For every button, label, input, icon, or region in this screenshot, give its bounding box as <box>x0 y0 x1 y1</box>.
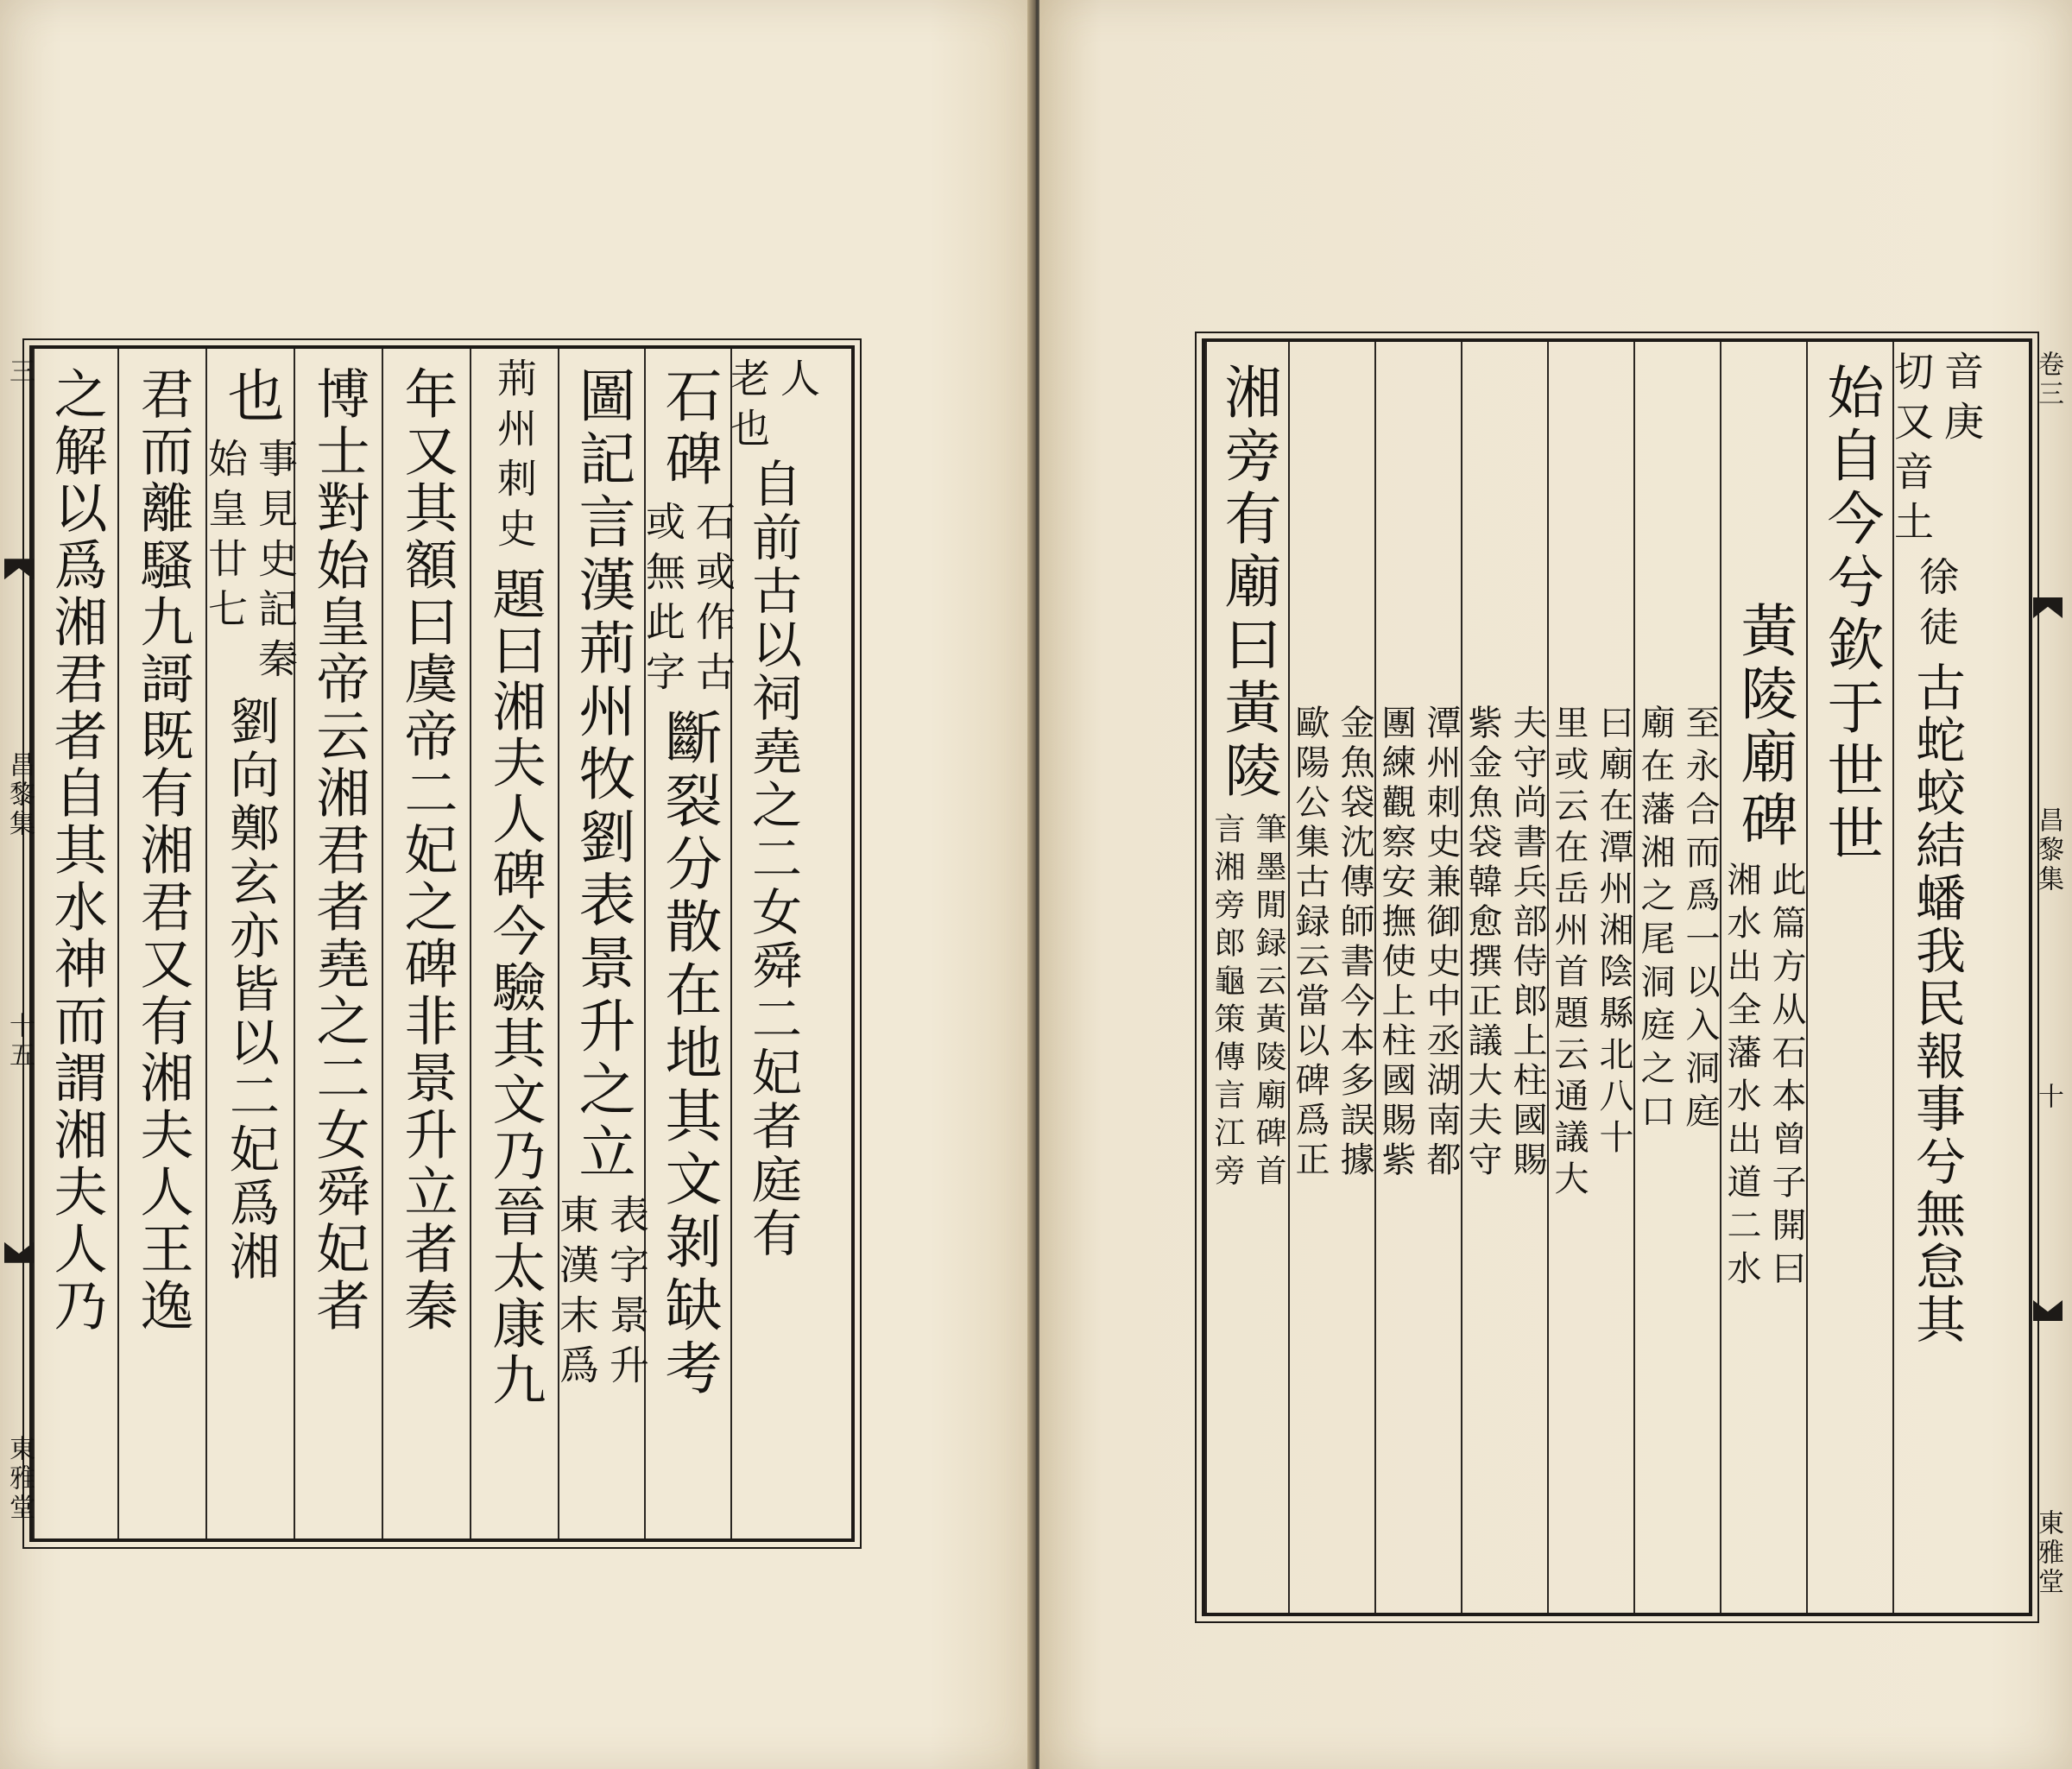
small-annotation: 至永合而爲一以入洞庭 <box>1680 704 1720 1136</box>
small-annotation: 老也 <box>724 357 771 458</box>
small-annotation: 此篇方从石本曾子開曰 <box>1766 862 1806 1293</box>
fishtail-mark <box>2033 597 2063 618</box>
left-column-2 <box>640 349 736 1538</box>
small-annotation: 始皇廿七 <box>202 438 249 638</box>
small-annotation: 表字景升 <box>603 1194 650 1394</box>
right-column-5 <box>1547 342 1633 1613</box>
column-text: 圖記言漢荊州牧劉表景升之立 <box>569 366 635 1185</box>
small-annotation: 石或作古 <box>690 501 736 701</box>
small-annotation: 筆墨閒録云黃陵廟碑首 <box>1251 812 1286 1192</box>
small-annotation: 夫守尚書兵部侍郎上柱國賜 <box>1507 704 1547 1181</box>
right-column-7 <box>1374 342 1461 1613</box>
left-column-4 <box>470 349 558 1538</box>
left-column-5 <box>382 349 470 1538</box>
small-annotation: 金魚袋沈傳師書今本多誤據 <box>1335 704 1374 1181</box>
small-annotation: 歐陽公集古録云當以碑爲正 <box>1290 704 1330 1181</box>
fishtail-mark <box>4 559 34 579</box>
small-annotation: 切又音土 <box>1888 351 1935 551</box>
small-annotation: 音庚 <box>1938 351 1985 451</box>
column-text: 博士對始皇帝云湘君者堯之二女舜妃者 <box>307 366 370 1335</box>
strip-volume: 三 <box>4 357 35 387</box>
small-annotation: 荊州刺史 <box>491 357 538 558</box>
column-text: 題曰湘夫人碑今驗其文乃晉太康九 <box>483 566 546 1408</box>
right-column-2 <box>1806 342 1892 1613</box>
small-annotation: 事見史記秦 <box>252 438 299 688</box>
left-column-8 <box>117 349 205 1538</box>
right-column-1 <box>1888 342 1985 1613</box>
right-column-6 <box>1461 342 1547 1613</box>
small-annotation: 東漢末爲 <box>553 1194 600 1394</box>
small-annotation: 廟在藩湘之尾洞庭之口 <box>1635 704 1675 1136</box>
small-annotation: 潭州刺史兼御史中丞湖南都 <box>1421 704 1461 1181</box>
column-text: 古蛇蛟結蟠我民報事兮無怠其 <box>1907 661 1966 1346</box>
small-annotation: 或無此字 <box>640 501 686 701</box>
strip-page-number: 十 <box>2033 1083 2063 1112</box>
column-text: 也 <box>218 366 284 429</box>
column-text: 之解以爲湘君者自其水神而謂湘夫人乃 <box>45 366 108 1335</box>
column-text: 自前古以祠堯之二女舜二妃者庭有 <box>743 458 802 1260</box>
strip-volume: 卷三 <box>2033 351 2063 409</box>
column-text: 始自今兮欽于世世 <box>1817 363 1884 867</box>
strip-hall: 東雅堂 <box>2033 1509 2063 1597</box>
small-annotation: 紫金魚袋韓愈撰正議大夫守 <box>1462 704 1502 1181</box>
right-column-9 <box>1205 342 1288 1613</box>
strip-hall: 東雅堂 <box>4 1434 35 1523</box>
strip-page-number: 十五 <box>4 1011 35 1071</box>
right-page <box>1039 0 2072 1769</box>
right-column-3 <box>1720 342 1806 1613</box>
column-text: 湘旁有廟曰黃陵 <box>1215 363 1281 804</box>
small-annotation: 團練觀察安撫使上柱國賜紫 <box>1376 704 1416 1181</box>
right-text-frame <box>1202 338 2032 1616</box>
strip-title: 昌黎集 <box>2033 806 2063 894</box>
fishtail-mark <box>4 1242 34 1263</box>
column-text: 斷裂分散在地其文剝缺考 <box>655 708 722 1401</box>
left-column-6 <box>294 349 382 1538</box>
left-fold-strip <box>0 345 38 1535</box>
left-column-7 <box>202 349 299 1538</box>
left-column-9 <box>33 349 117 1538</box>
right-column-8 <box>1288 342 1374 1613</box>
column-text: 年又其額曰虞帝二妃之碑非景升立者秦 <box>395 366 458 1335</box>
column-text: 君而離騷九謌既有湘君又有湘夫人王逸 <box>131 366 194 1335</box>
small-annotation: 人 <box>774 357 821 408</box>
left-column-1 <box>724 349 821 1538</box>
small-annotation: 徐徒 <box>1913 556 1960 656</box>
small-annotation: 里或云在岳州首題云通議大 <box>1549 704 1589 1202</box>
right-column-4 <box>1633 342 1720 1613</box>
small-annotation: 湘水出全藩水出道二水 <box>1721 862 1761 1293</box>
section-heading: 黃陵廟碑 <box>1731 601 1797 853</box>
small-annotation: 曰廟在潭州湘陰縣北八十 <box>1594 704 1633 1160</box>
left-page <box>0 0 1033 1769</box>
fishtail-mark <box>2033 1300 2063 1321</box>
column-text: 石碑 <box>655 366 722 492</box>
strip-title: 昌黎集 <box>4 751 35 840</box>
column-text: 劉向鄭玄亦皆以二妃爲湘 <box>221 695 280 1284</box>
left-text-frame <box>29 345 855 1542</box>
right-fold-strip <box>2029 338 2067 1609</box>
small-annotation: 言湘旁郎龜策傳言江旁 <box>1210 812 1245 1192</box>
left-column-3 <box>553 349 650 1538</box>
